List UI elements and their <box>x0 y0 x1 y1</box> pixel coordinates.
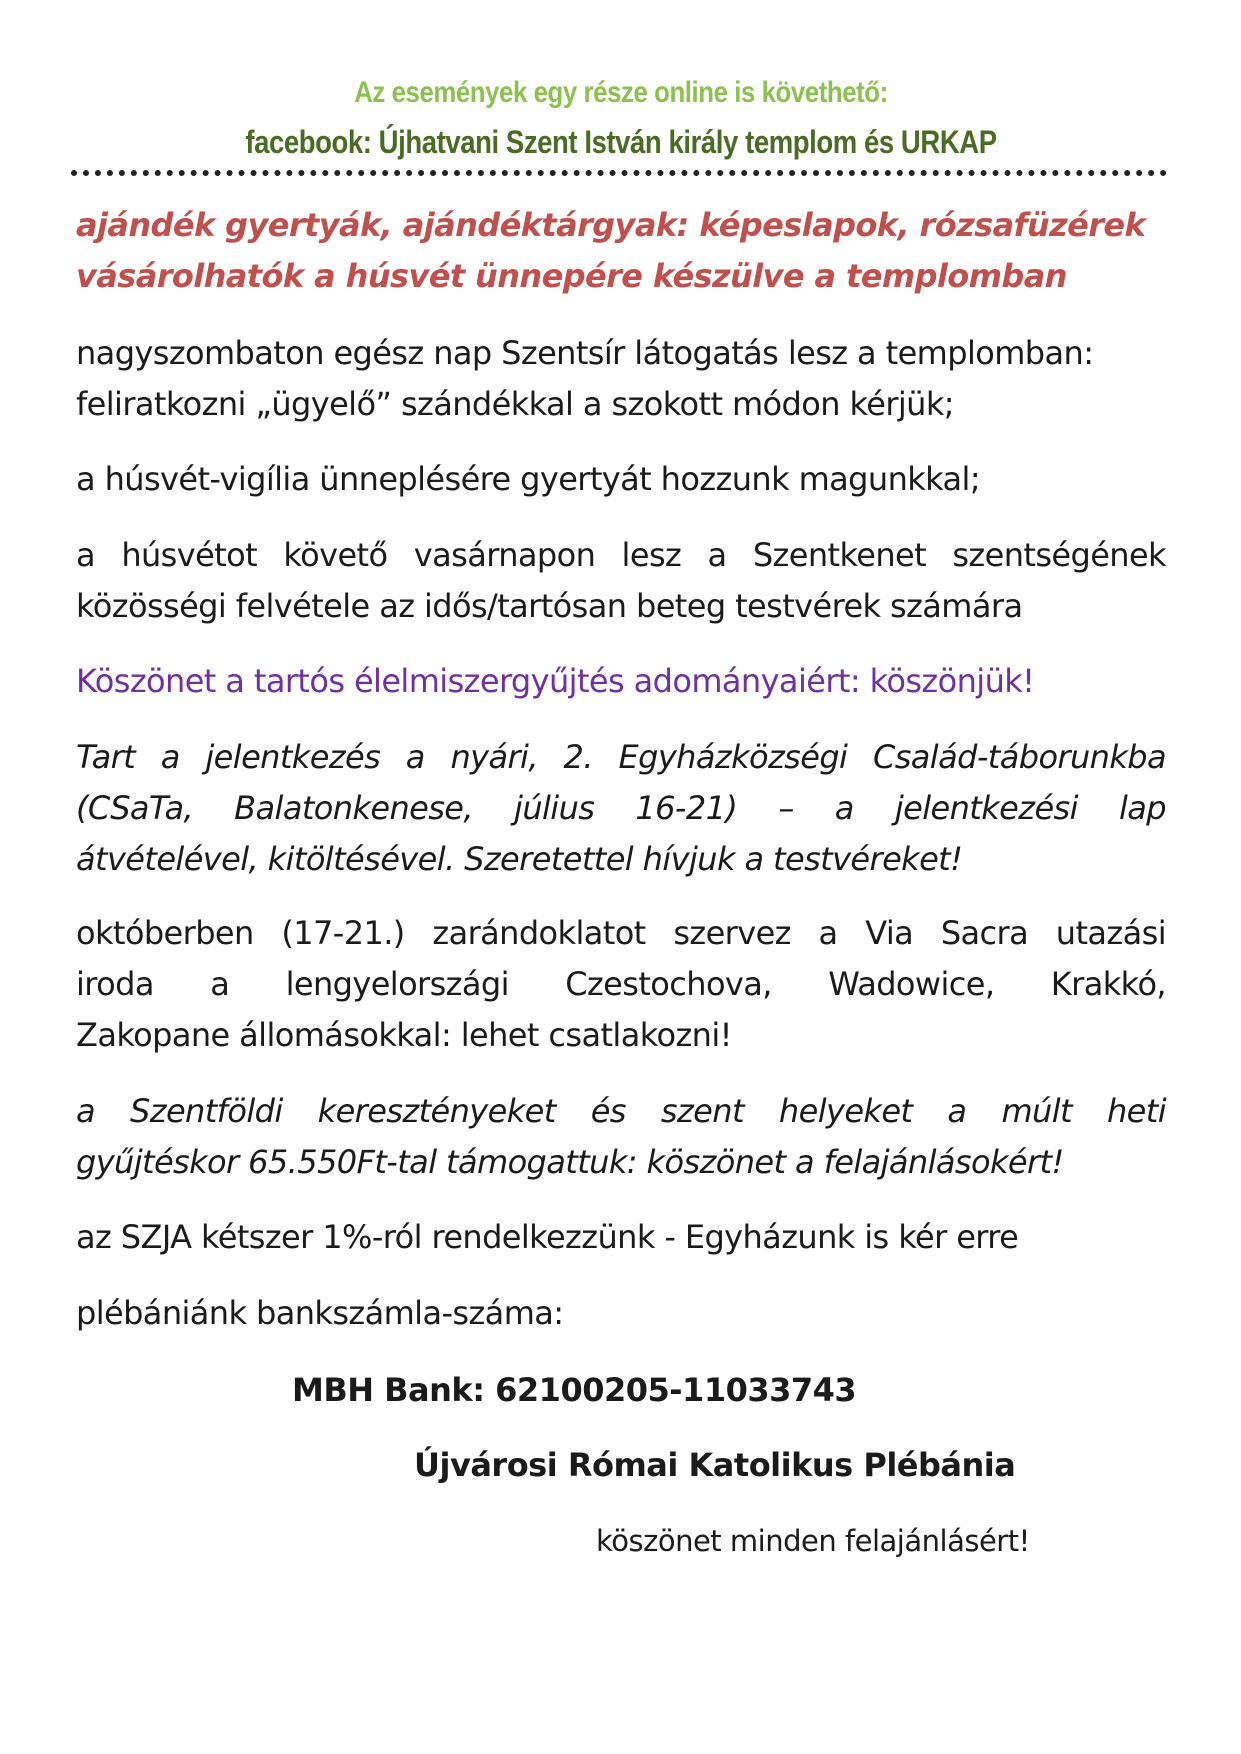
holy-saturday-line-2: feliratkozni „ügyelő” szándékkal a szokott módon kérjük; <box>76 385 954 423</box>
tax-line-1: az SZJA kétszer 1%-ról rendelkezzünk - Egyházunk is kér erre <box>76 1218 1019 1256</box>
bank-account-number: MBH Bank: 62100205-11033743 <box>292 1371 857 1409</box>
vigil-line-1: a húsvét-vigília ünneplésére gyertyát hozzunk magunkkal; <box>76 460 981 498</box>
holy-land-announcement <box>76 1086 1166 1188</box>
family-camp-line-1: Tart a jelentkezés a nyári, 2. Egyházközségi Család-táborunkba <box>76 738 1166 776</box>
anointing-line-1: a húsvétot követő vasárnapon lesz a Szentkenet szentségének <box>76 536 1166 574</box>
bank-intro-line: plébániánk bankszámla-száma: <box>76 1294 564 1332</box>
gifts-announcement <box>76 200 1166 302</box>
dotted-divider <box>71 170 1167 176</box>
family-camp-line-2: (CSaTa, Balatonkenese, július 16-21) – a jelentkezési lap <box>76 789 1166 827</box>
holy-saturday-line-1: nagyszombaton egész nap Szentsír látogatás lesz a templomban: <box>76 334 1094 372</box>
anointing-announcement <box>76 530 1166 632</box>
holy-land-line-1: a Szentföldi keresztényeket és szent helyeket a múlt heti <box>76 1092 1166 1130</box>
parish-name: Újvárosi Római Katolikus Plébánia <box>414 1446 1016 1484</box>
pilgrimage-line-3: Zakopane állomásokkal: lehet csatlakozni! <box>76 1016 732 1054</box>
online-notice: Az események egy része online is követhető: <box>354 76 888 109</box>
food-drive-line-1: Köszönet a tartós élelmiszergyűjtés adományaiért: köszönjük! <box>76 662 1035 700</box>
pilgrimage-line-1: októberben (17-21.) zarándoklatot szervez a Via Sacra utazási <box>76 914 1166 952</box>
family-camp-line-3: átvételével, kitöltésével. Szeretettel hívjuk a testvéreket! <box>76 840 963 878</box>
pilgrimage-line-2: iroda a lengyelországi Czestochova, Wadowice, Krakkó, <box>76 965 1166 1003</box>
family-camp-announcement <box>76 732 1166 885</box>
facebook-notice: facebook: Újhatvani Szent István király templom és URKAP <box>245 124 997 160</box>
holy-saturday-announcement <box>76 328 1166 430</box>
vigil-announcement <box>76 454 1166 505</box>
pilgrimage-announcement <box>76 908 1166 1061</box>
bank-intro <box>76 1288 1166 1339</box>
food-drive-announcement <box>76 656 1166 707</box>
tax-announcement <box>76 1212 1166 1263</box>
holy-land-line-2: gyűjtéskor 65.550Ft-tal támogattuk: köszönet a felajánlásokért! <box>76 1143 1064 1181</box>
gifts-line-1: ajándék gyertyák, ajándéktárgyak: képeslapok, rózsafüzérek <box>76 206 1146 244</box>
closing-thanks: köszönet minden felajánlásért! <box>596 1524 1030 1558</box>
anointing-line-2: közösségi felvétele az idős/tartósan beteg testvérek számára <box>76 587 1023 625</box>
gifts-line-2: vásárolhatók a húsvét ünnepére készülve a templomban <box>76 257 1067 295</box>
